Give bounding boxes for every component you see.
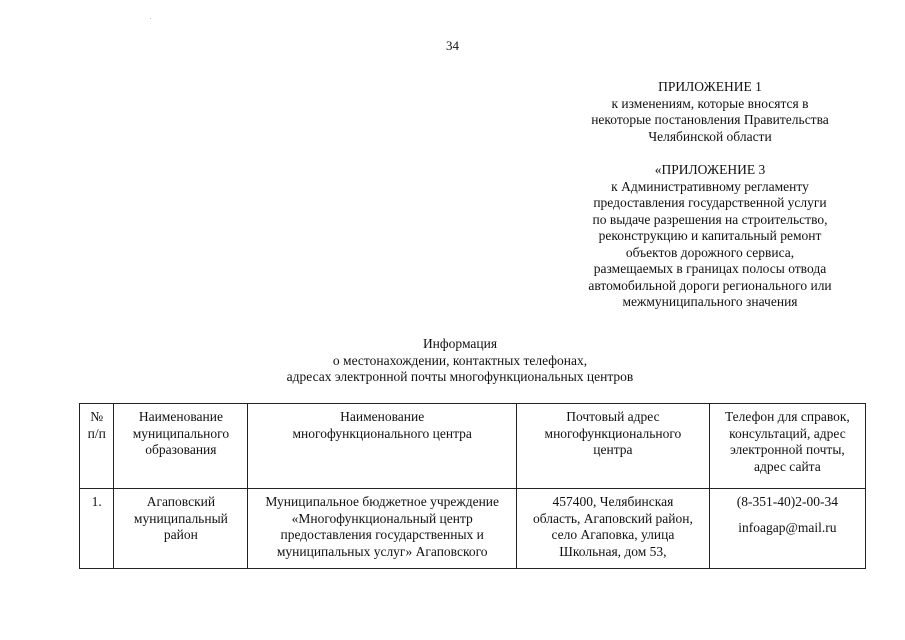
header-municipality [114,404,248,489]
appendix-3-line: «ПРИЛОЖЕНИЕ 3 [654,162,766,177]
appendix-3-line: автомобильной дороги регионального или [588,277,832,293]
cell-line: район [163,527,198,542]
appendix-3-line: по выдаче разрешения на строительство, [592,211,828,227]
header-line: п/п [87,425,106,441]
cell-line: Муниципальное бюджетное учреждение [265,494,500,509]
appendix-1-line: к изменениям, которые вносятся в [611,95,809,111]
header-line: центра [593,442,633,457]
row-address [517,489,710,569]
cell-line: «Многофункциональный центр [291,510,473,526]
header-line: многофункционального центра [292,425,472,441]
cell-line: Агаповский [146,494,216,509]
header-center [248,404,517,489]
appendix-1-heading [560,79,860,145]
cell-line: Школьная, дом 53, [559,543,667,559]
cell-line: область, Агаповский район, [532,510,693,526]
table-row [80,489,866,569]
spacer [713,511,862,520]
header-line: Наименование [138,409,223,424]
row-number: 1. [80,489,114,569]
header-line: электронной почты, [729,442,845,457]
info-title-line: адресах электронной почты многофункциональных центров [286,369,634,384]
cell-line: предоставления государственных и [280,527,484,542]
info-title [200,336,720,386]
header-address [517,404,710,489]
appendix-1-line: некоторые постановления Правительства [591,112,829,127]
appendix-3-line: к Административному регламенту [611,178,809,194]
table-header-row [80,404,866,489]
header-line: многофункционального [544,425,682,441]
cell-line: муниципальный [133,510,228,526]
header-line: адрес сайта [754,458,821,474]
info-title-line: о местонахождении, контактных телефонах, [332,352,588,368]
header-line: Телефон для справок, [724,409,850,424]
info-title-line: Информация [422,336,498,351]
row-email: infoagap@mail.ru [738,519,837,535]
row-center [248,489,517,569]
appendix-3-line: размещаемых в границах полосы отвода [593,261,827,276]
header-line: Почтовый адрес [566,409,660,424]
appendix-3-line: предоставления государственной услуги [593,195,827,210]
cell-line: 457400, Челябинская [552,494,674,509]
cell-line: село Агаповка, улица [551,527,675,542]
header-line: консультаций, адрес [729,425,846,441]
scan-speck [150,18,151,19]
appendix-3-line: объектов дорожного сервиса, [625,244,795,260]
header-line: № [90,409,104,424]
page-number: 34 [446,38,459,53]
appendix-1-line: Челябинской области [648,128,772,144]
cell-line: муниципальных услуг» Агаповского [276,543,488,559]
appendix-3-line: межмуниципального значения [622,294,798,309]
header-line: муниципального [132,425,230,441]
row-contacts [709,489,865,569]
mfc-table [79,403,866,569]
header-line: образования [145,442,217,457]
appendix-3-line: реконструкцию и капитальный ремонт [598,228,822,243]
appendix-1-line: ПРИЛОЖЕНИЕ 1 [658,79,762,94]
header-phone [709,404,865,489]
row-phone: (8-351-40)2-00-34 [736,494,838,509]
header-number [80,404,114,489]
row-municipality [114,489,248,569]
header-line: Наименование [340,409,425,424]
appendix-3-heading [560,162,860,311]
